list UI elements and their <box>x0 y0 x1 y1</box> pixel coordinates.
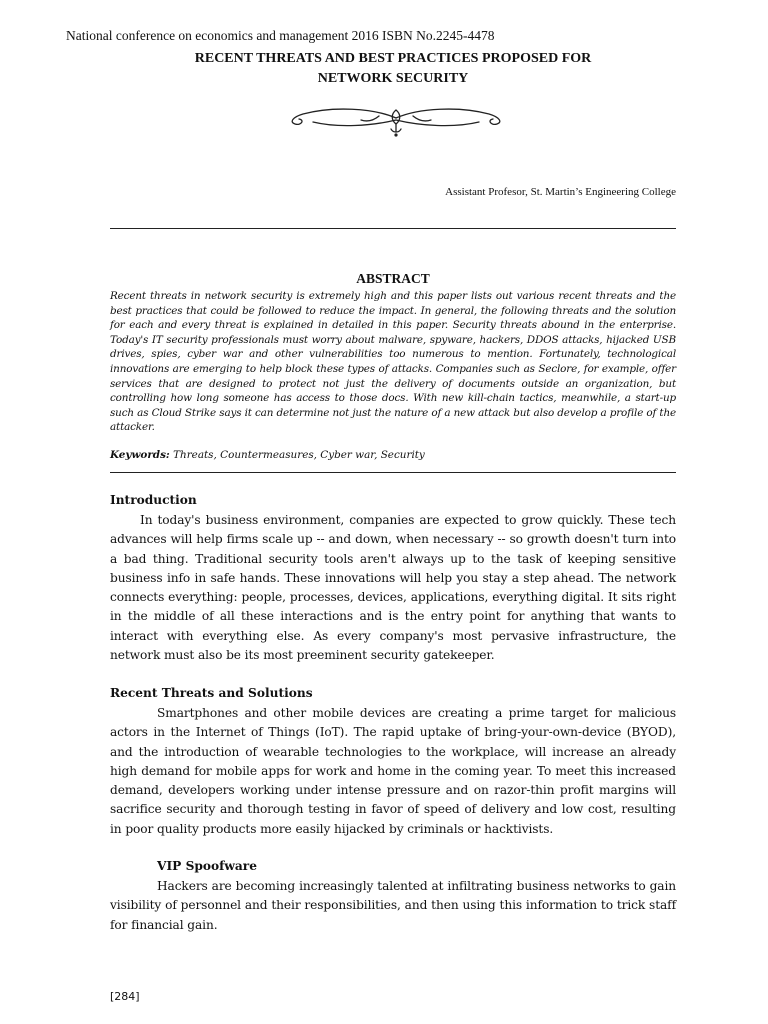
abstract-text: Recent threats in network security is extremely high and this paper lists out various recent threats and the best practices that could be followed to reduce the impact. In general, the following threats and the solution for each and every threat is explained in detailed in this paper. Security threats abound in the enterprise. Today's IT security professionals must worry about malware, spyware, hackers, DDOS attacks, hijacked USB drives, spies, cyber war and other vulnerabilities too numerous to mention. Fortunately, technological innovations are emerging to help block these types of attacks. Companies such as Seclore, for example, offer services that are designed to protect not just the delivery of documents outside an organization, but controlling how long someone has access to those docs. With new kill-chain tactics, meanwhile, a start-up such as Cloud Strike says it can determine not just the nature of a new attack but also develop a profile of the attacker. <box>110 290 676 434</box>
abstract-heading: ABSTRACT <box>356 271 430 286</box>
page-number: [284] <box>110 990 140 1003</box>
vip-spoofware-heading: VIP Spoofware <box>157 859 257 873</box>
keywords-line <box>110 448 676 463</box>
conference-header: National conference on economics and management 2016 ISBN No.2245-4478 <box>66 28 495 43</box>
author-affiliation: Assistant Profesor, St. Martin’s Engineering College <box>445 186 676 198</box>
introduction-heading: Introduction <box>110 493 197 507</box>
keywords-label: Keywords: <box>110 449 170 461</box>
threats-heading: Recent Threats and Solutions <box>110 686 313 700</box>
vip-spoofware-paragraph: Hackers are becoming increasingly talented at infiltrating business networks to gain visibility of personnel and their responsibilities, and then using this information to trick staff for financial gain. <box>110 879 676 932</box>
flourish-divider-icon <box>283 104 509 138</box>
keywords-text: Threats, Countermeasures, Cyber war, Security <box>173 449 425 461</box>
title-line-1: RECENT THREATS AND BEST PRACTICES PROPOSED FOR <box>194 51 592 66</box>
header-divider <box>110 228 676 229</box>
threats-paragraph: Smartphones and other mobile devices are creating a prime target for malicious actors in the Internet of Things (IoT). The rapid uptake of bring-your-own-device (BYOD), and the introduction of wearable technologies to the workplace, will increase an already high demand for mobile apps for work and home in the coming year. To meet this increased demand, developers working under intense pressure and on razor-thin profit margins will sacrifice security and thorough testing in favor of speed of delivery and low cost, resulting in poor quality products more easily hijacked by criminals or hacktivists. <box>110 706 676 836</box>
paper-title <box>110 49 676 89</box>
abstract-divider <box>110 472 676 473</box>
introduction-paragraph: In today's business environment, companies are expected to grow quickly. These tech advances will help firms scale up -- and down, when necessary -- so growth doesn't turn into a bad thing. Traditional security tools aren't always up to the task of keeping sensitive business info in safe hands. These innovations will help you stay a step ahead. The network connects everything: people, processes, devices, applications, everything digital. It sits right in the middle of all these interactions and is the entry point for anything that wants to interact with everything else. As every company's most pervasive infrastructure, the network must also be its most preeminent security gatekeeper. <box>110 513 676 663</box>
title-line-2: NETWORK SECURITY <box>317 71 469 86</box>
